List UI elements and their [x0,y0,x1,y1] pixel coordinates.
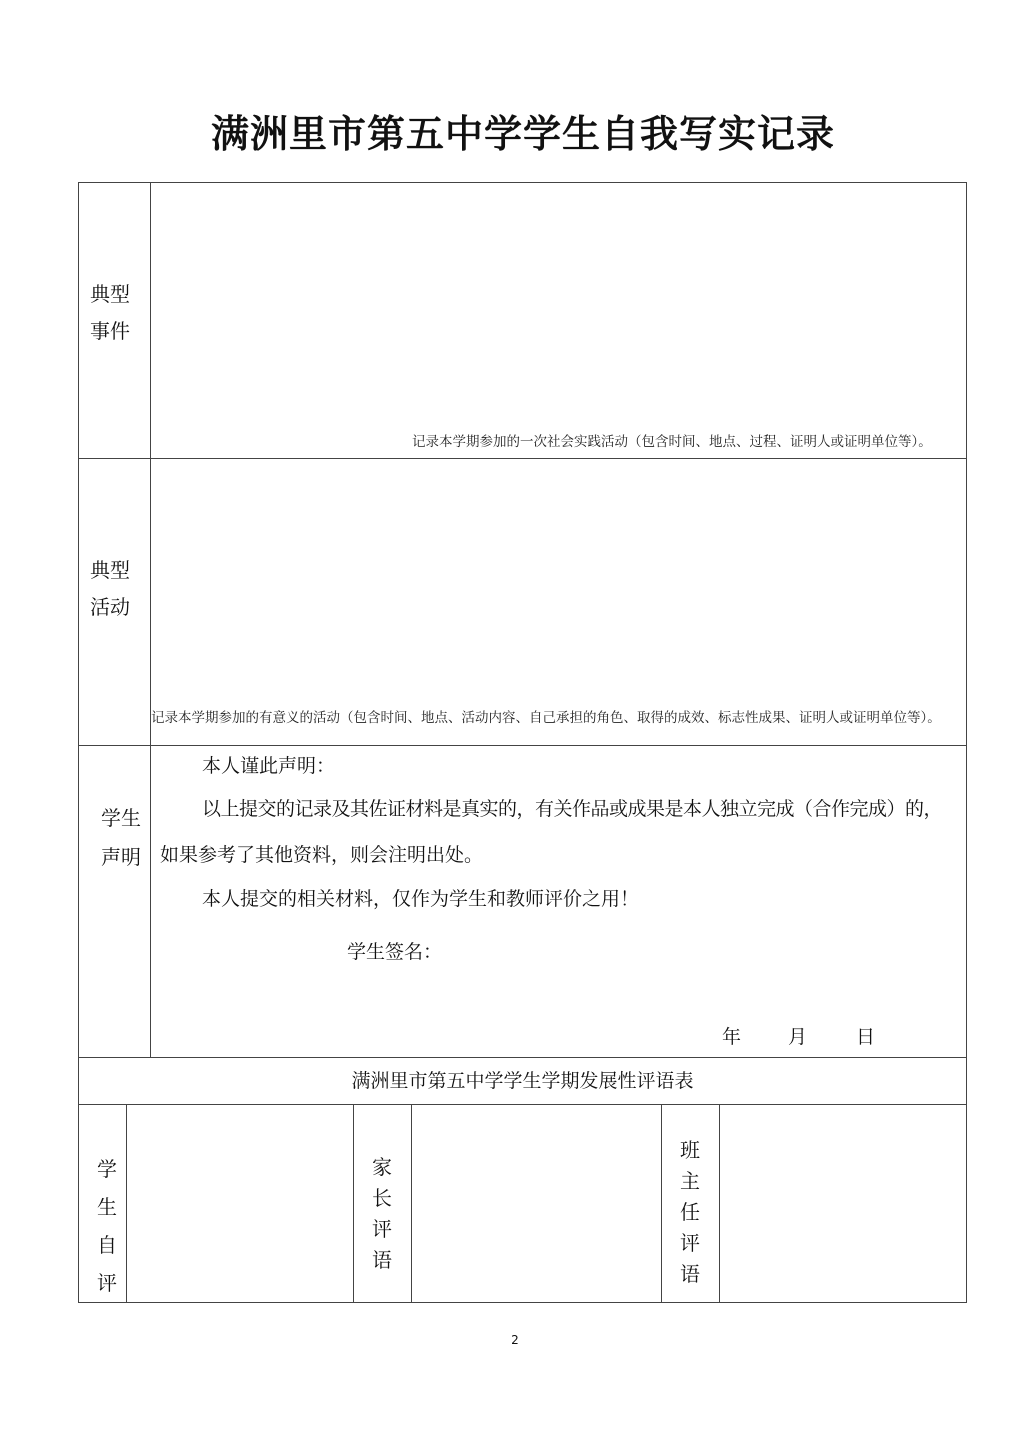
teacher-label-char-5: 语 [680,1262,700,1286]
row-divider-activity [78,745,967,746]
teacher-comment-label [675,1135,705,1290]
activity-note: 记录本学期参加的有意义的活动（包含时间、地点、活动内容、自己承担的角色、取得的成效、标志性成果、证明人或证明单位等）。 [151,710,941,726]
teacher-label-char-3: 任 [680,1200,700,1224]
row-divider-subtitle [78,1104,967,1105]
event-label-line1: 典型 [90,282,130,306]
date-year: 年 [722,1026,742,1048]
event-note: 记录本学期参加的一次社会实践活动（包含时间、地点、过程、证明人或证明单位等）。 [412,434,932,450]
self-label-char-2: 生 [97,1195,117,1219]
signature-label: 学生签名： [347,941,443,963]
parent-label-char-3: 评 [372,1217,392,1241]
eval-divider-2 [353,1104,354,1303]
declaration-line-3: 如果参考了其他资料，则会注明出处。 [160,844,484,866]
self-label-char-3: 自 [97,1233,117,1257]
page-title: 满洲里市第五中学学生自我写实记录 [210,112,835,156]
self-label-char-1: 学 [97,1157,117,1181]
evaluation-subtitle: 满洲里市第五中学学生学期发展性评语表 [351,1070,694,1092]
parent-label-char-1: 家 [372,1155,392,1179]
teacher-label-char-2: 主 [680,1169,700,1193]
declaration-line-1: 本人谨此声明： [202,755,336,777]
eval-divider-1 [126,1104,127,1303]
page-number: 2 [511,1333,519,1347]
declaration-line-2: 以上提交的记录及其佐证材料是真实的，有关作品或成果是本人独立完成（合作完成）的， [202,798,943,820]
self-label-char-4: 评 [97,1271,117,1295]
parent-label-char-4: 语 [372,1248,392,1272]
teacher-label-char-4: 评 [680,1231,700,1255]
row-divider-event [78,458,967,459]
parent-label-char-2: 长 [372,1186,392,1210]
teacher-label-char-1: 班 [680,1138,700,1162]
self-evaluation-label [92,1150,122,1302]
date-day: 日 [856,1026,876,1048]
declaration-label-line1: 学生 [101,806,141,830]
record-table [78,182,967,1303]
activity-label-line1: 典型 [90,558,130,582]
eval-divider-3 [411,1104,412,1303]
eval-divider-5 [719,1104,720,1303]
label-column-divider [150,182,151,1057]
date-month: 月 [788,1026,808,1048]
declaration-line-4: 本人提交的相关材料，仅作为学生和教师评价之用！ [202,888,640,910]
event-label-line2: 事件 [90,319,130,343]
parent-comment-label [367,1152,397,1276]
declaration-label-line2: 声明 [101,845,141,869]
activity-label-line2: 活动 [90,595,130,619]
eval-divider-4 [661,1104,662,1303]
